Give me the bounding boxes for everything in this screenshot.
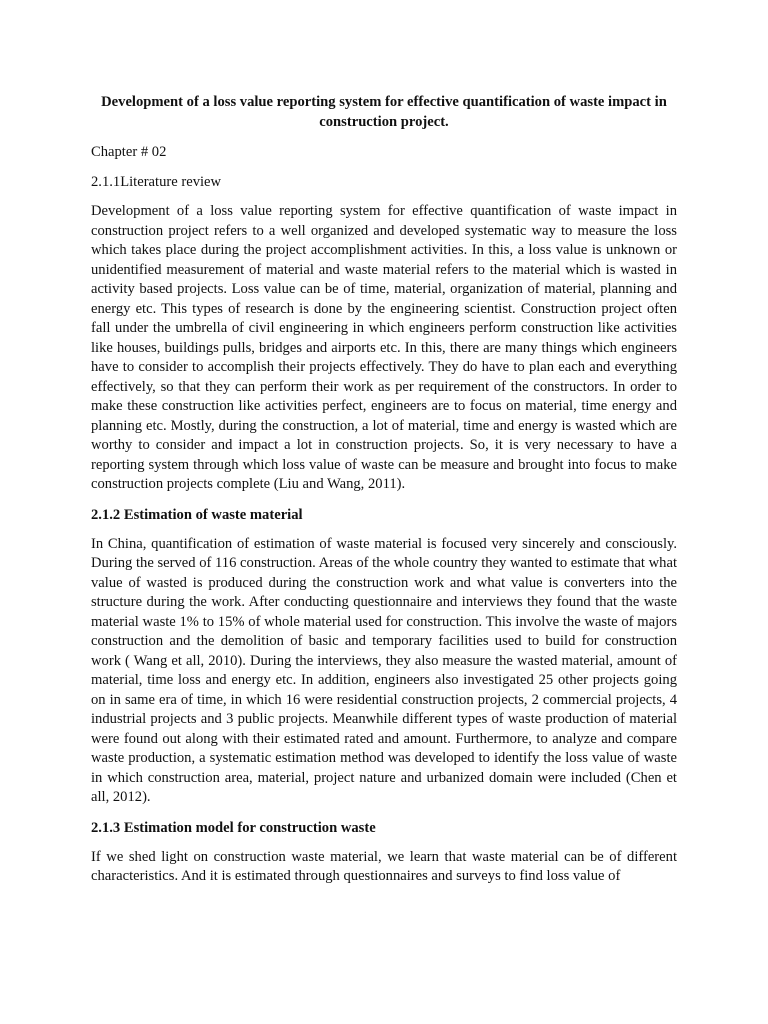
paragraph-literature-review: Development of a loss value reporting system for effective quantification of waste impact in construction project refers to a well organized and developed systematic way to measure the loss which takes place during the project accomplishment activities. In this, a loss value is unknown or unidentified measurement of material and waste material refers to the material which is wasted in activity based projects. Loss value can be of time, material, organization of material, planning and energy etc. This types of research is done by the engineering scientist. Construction project often fall under the umbrella of civil engineering in which engineers perform construction like activities like houses, buildings pulls, bridges and airports etc. In this, there are many things which engineers have to consider to accomplish their projects effectively. They do have to plan each and everything effectively, so that they can perform their work as per requirement of the constructors. In order to make these construction like activities perfect, engineers are to focus on material, time energy and planning etc. Mostly, during the construction, a lot of material, time and energy is wasted which are worthy to consider and impact a lot in construction projects. So, it is very necessary to have a reporting system through which loss value of waste can be measure and brought into focus to make construction projects complete (Liu and Wang, 2011). bbox=[91, 203, 677, 492]
paragraph-estimation-waste-material: In China, quantification of estimation of waste material is focused very sincerely and consciously. During the served of 116 construction. Areas of the whole country they wanted to estimate that what value of wasted is produced during the construction work and what value is converters into the structure during the work. After conducting questionnaire and interviews they found that the waste material waste 1% to 15% of whole material used for construction. This involve the waste of majors construction and the demolition of basic and temporary facilities used to build for construction work ( Wang et all, 2010). During the interviews, they also measure the wasted material, amount of material, time loss and energy etc. In addition, engineers also investigated 25 other projects going on in same era of time, in which 16 were residential construction projects, 2 commercial projects, 4 industrial projects and 3 public projects. Meanwhile different types of waste production of material were found out along with their estimated rated and amount. Furthermore, to analyze and compare waste production, a systematic estimation method was developed to identify the loss value of waste in which construction area, material, project nature and urbanized domain were included (Chen et all, 2012). bbox=[91, 535, 677, 805]
paragraph-estimation-model: If we shed light on construction waste material, we learn that waste material can be of different characteristics. And it is estimated through questionnaires and surveys to find loss value of bbox=[91, 848, 677, 884]
section-heading-estimation-model: 2.1.3 Estimation model for construction waste bbox=[91, 819, 376, 836]
document-page bbox=[91, 92, 677, 897]
section-heading-literature-review: 2.1.1Literature review bbox=[91, 174, 222, 190]
chapter-label: Chapter # 02 bbox=[91, 144, 167, 160]
document-title: Development of a loss value reporting system for effective quantification of waste impact in construction project. bbox=[101, 94, 667, 130]
section-heading-estimation-waste-material: 2.1.2 Estimation of waste material bbox=[91, 506, 303, 523]
